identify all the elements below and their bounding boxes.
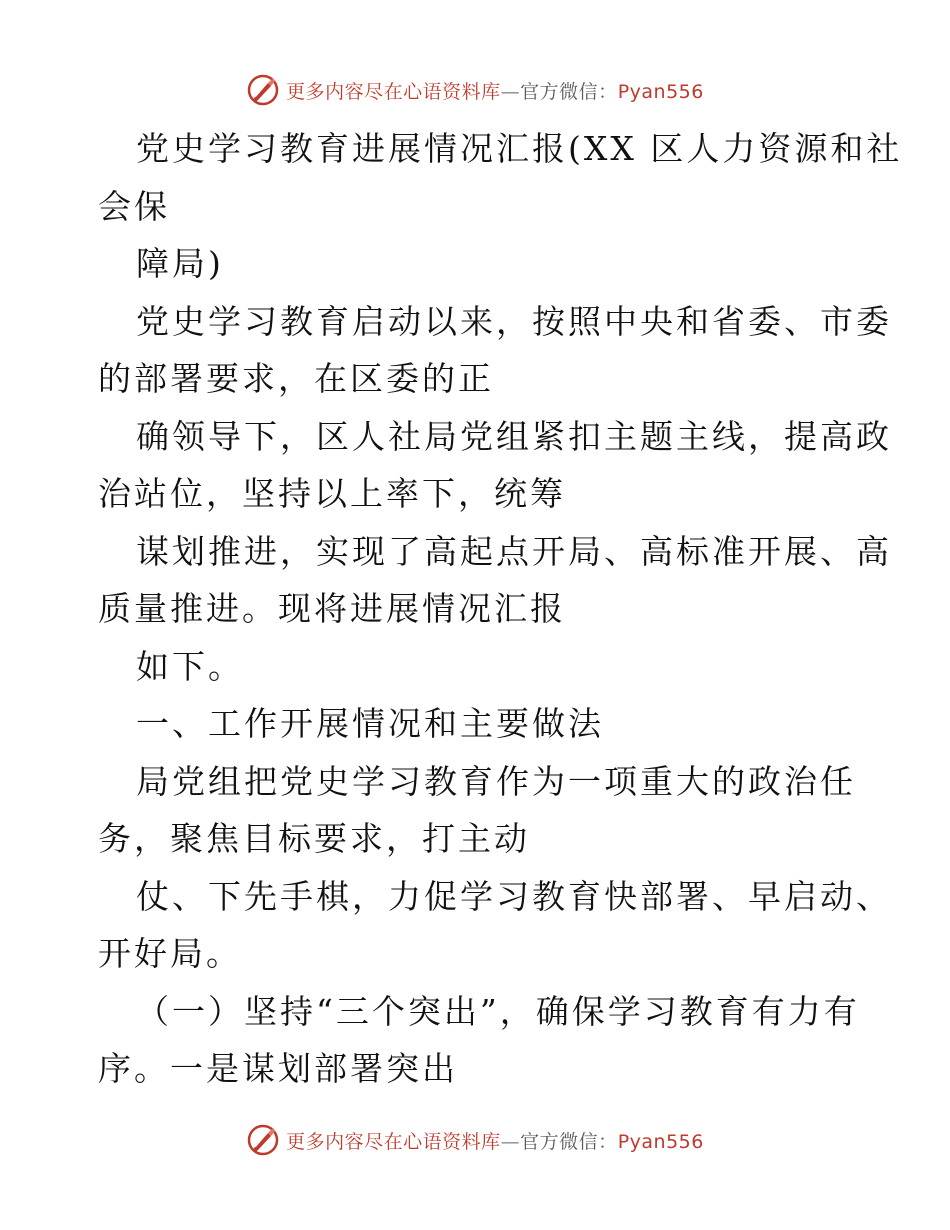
document-line: 党史学习教育启动以来，按照中央和省委、市委 xyxy=(136,301,892,341)
watermark-banner-top xyxy=(0,70,950,110)
document-line: 谋划推进，实现了高起点开局、高标准开展、高 xyxy=(136,531,892,571)
watermark-dash: — xyxy=(500,1130,521,1153)
document-line: 质量推进。现将进展情况汇报 xyxy=(98,589,566,628)
document-line: 一、工作开展情况和主要做法 xyxy=(136,704,604,743)
document-line: 如下。 xyxy=(136,646,244,686)
quill-pen-logo-icon xyxy=(246,1123,280,1157)
document-line: 治站位，坚持以上率下，统筹 xyxy=(98,474,566,513)
watermark-handle: Pyan556 xyxy=(617,80,704,103)
watermark-banner-bottom xyxy=(0,1120,950,1160)
document-line: 务，聚焦目标要求，打主动 xyxy=(98,819,530,858)
document-line: 会保 xyxy=(98,186,170,226)
document-body xyxy=(98,120,903,1098)
watermark-text xyxy=(286,1127,704,1154)
document-line: 障局) xyxy=(136,244,224,283)
watermark-official-label: 官方微信： xyxy=(520,80,618,103)
document-line: 局党组把党史学习教育作为一项重大的政治任 xyxy=(136,761,856,801)
document-line: 确领导下，区人社局党组紧扣主题主线，提高政 xyxy=(136,416,892,456)
watermark-brand: 更多内容尽在心语资料库 xyxy=(286,80,501,103)
document-line: 党史学习教育进展情况汇报(XX 区人力资源和社 xyxy=(136,129,903,168)
document-line: 序。一是谋划部署突出 xyxy=(98,1049,458,1088)
watermark-official-label: 官方微信： xyxy=(520,1130,618,1153)
document-line: 的部署要求，在区委的正 xyxy=(98,359,494,398)
document-line: （一）坚持“三个突出”，确保学习教育有力有 xyxy=(136,991,860,1031)
document-line: 仗、下先手棋，力促学习教育快部署、早启动、 xyxy=(136,876,892,916)
document-line: 开好局。 xyxy=(98,934,242,973)
watermark-dash: — xyxy=(500,80,521,103)
watermark-brand: 更多内容尽在心语资料库 xyxy=(286,1130,501,1153)
watermark-handle: Pyan556 xyxy=(617,1130,704,1153)
watermark-text xyxy=(286,77,704,104)
quill-pen-logo-icon xyxy=(246,73,280,107)
